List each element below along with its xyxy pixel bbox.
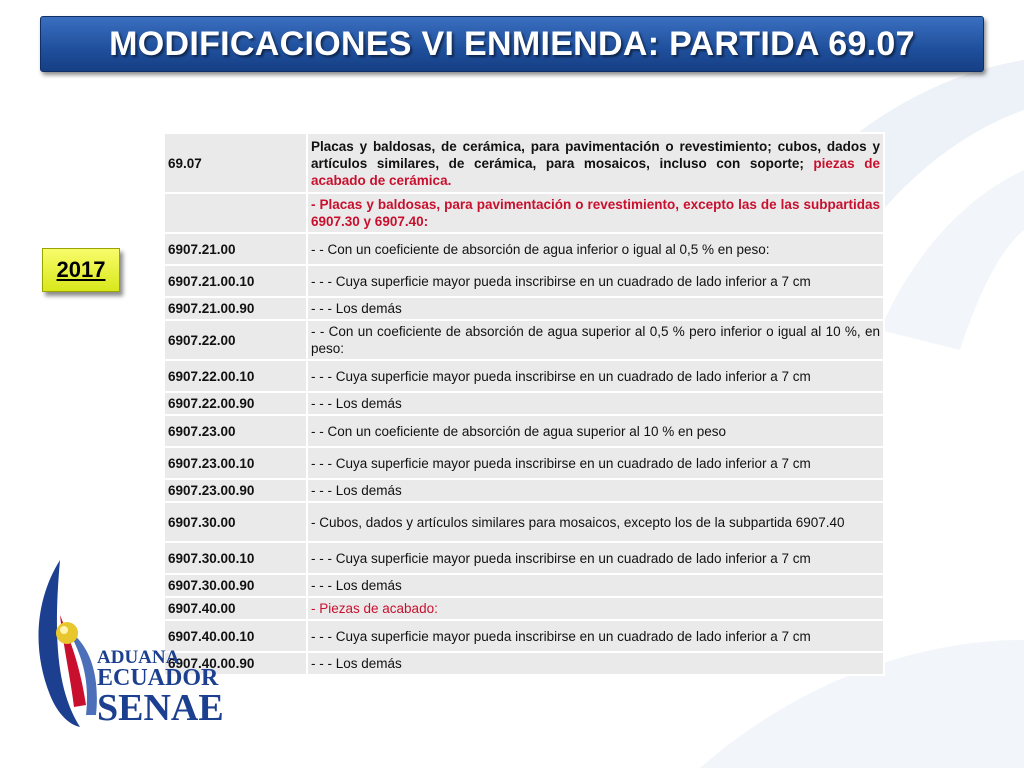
- tariff-code-cell: [164, 502, 307, 542]
- tariff-description-cell: [307, 542, 884, 574]
- tariff-code-cell: [164, 297, 307, 320]
- tariff-code: 6907.22.00: [168, 332, 236, 348]
- table-row: [164, 133, 884, 193]
- title-banner: [40, 16, 984, 72]
- tariff-code-cell: [164, 133, 307, 193]
- logo-line-aduana: ADUANA: [97, 647, 180, 668]
- modified-text: - Piezas de acabado:: [311, 601, 438, 616]
- tariff-code-cell: [164, 265, 307, 297]
- tariff-code: 6907.23.00.10: [168, 455, 255, 471]
- description-text: - - - Cuya superficie mayor pueda inscribirse en un cuadrado de lado inferior a 7 cm: [311, 368, 811, 384]
- table-row: [164, 265, 884, 297]
- year-badge: [42, 248, 120, 292]
- table-row: [164, 502, 884, 542]
- table-row: [164, 193, 884, 233]
- tariff-code: 6907.23.00.90: [168, 483, 255, 498]
- table-row: [164, 447, 884, 479]
- tariff-code-cell: [164, 447, 307, 479]
- tariff-description-cell: [307, 233, 884, 265]
- table-row: [164, 597, 884, 620]
- tariff-code-cell: [164, 415, 307, 447]
- tariff-description-cell: [307, 392, 884, 415]
- description-text: - - Con un coeficiente de absorción de agua superior al 0,5 % pero inferior o igual al 10 %, en peso:: [311, 324, 880, 356]
- modified-text: piezas de acabado de cerámica.: [311, 155, 880, 188]
- tariff-description-cell: [307, 297, 884, 320]
- description-text: - - - Los demás: [311, 396, 402, 411]
- logo-line-senae: SENAE: [97, 687, 224, 729]
- logo-line-ecuador: ECUADOR: [97, 665, 219, 691]
- description-text: - - - Cuya superficie mayor pueda inscribirse en un cuadrado de lado inferior a 7 cm: [311, 628, 811, 644]
- description-text: - - Con un coeficiente de absorción de agua superior al 10 % en peso: [311, 423, 727, 439]
- page-title: MODIFICACIONES VI ENMIENDA: PARTIDA 69.07: [109, 24, 915, 63]
- tariff-description-cell: [307, 415, 884, 447]
- tariff-description-cell: [307, 320, 884, 360]
- tariff-code: 6907.30.00.10: [168, 550, 255, 566]
- tariff-description-cell: [307, 574, 884, 597]
- description-text: - - - Los demás: [311, 301, 402, 316]
- tariff-code: 6907.22.00.10: [168, 368, 255, 384]
- tariff-code-cell: [164, 193, 307, 233]
- description-text: - - - Cuya superficie mayor pueda inscribirse en un cuadrado de lado inferior a 7 cm: [311, 550, 811, 566]
- tariff-code: 6907.30.00.90: [168, 578, 255, 593]
- tariff-description-cell: [307, 265, 884, 297]
- tariff-table: [163, 132, 885, 676]
- table-row: [164, 652, 884, 675]
- table-row: [164, 620, 884, 652]
- description-text: Placas y baldosas, de cerámica, para pavimentación o revestimiento; cubos, dados y artículos similares, de cerámica, para mosaicos, incluso con soporte;: [311, 138, 880, 171]
- table-row: [164, 392, 884, 415]
- tariff-code-cell: [164, 360, 307, 392]
- tariff-code: 6907.40.00: [168, 601, 236, 616]
- tariff-description-cell: [307, 193, 884, 233]
- tariff-code-cell: [164, 479, 307, 502]
- description-text: - - - Los demás: [311, 578, 402, 593]
- tariff-code: 6907.21.00.90: [168, 301, 255, 316]
- description-text: - - Con un coeficiente de absorción de agua inferior o igual al 0,5 % en peso:: [311, 241, 770, 257]
- tariff-description-cell: [307, 652, 884, 675]
- description-text: - - - Cuya superficie mayor pueda inscribirse en un cuadrado de lado inferior a 7 cm: [311, 455, 811, 471]
- tariff-code-cell: [164, 233, 307, 265]
- description-text: - Cubos, dados y artículos similares para mosaicos, excepto los de la subpartida 6907.40: [311, 514, 845, 530]
- tariff-description-cell: [307, 597, 884, 620]
- tariff-code: 69.07: [168, 155, 202, 171]
- tariff-description-cell: [307, 502, 884, 542]
- tariff-description-cell: [307, 479, 884, 502]
- table-row: [164, 297, 884, 320]
- description-text: - - - Cuya superficie mayor pueda inscribirse en un cuadrado de lado inferior a 7 cm: [311, 273, 811, 289]
- tariff-code: 6907.22.00.90: [168, 396, 255, 411]
- table-row: [164, 233, 884, 265]
- tariff-code: 6907.40.00.10: [168, 628, 255, 644]
- tariff-code: 6907.23.00: [168, 423, 236, 439]
- tariff-code-cell: [164, 320, 307, 360]
- table-row: [164, 415, 884, 447]
- modified-text: - Placas y baldosas, para pavimentación o revestimiento, excepto las de las subpartidas 6907.30 y 6907.40:: [311, 197, 880, 229]
- table-row: [164, 479, 884, 502]
- tariff-code: 6907.21.00: [168, 241, 236, 257]
- tariff-code: 6907.40.00.90: [168, 656, 255, 671]
- tariff-code-cell: [164, 392, 307, 415]
- tariff-code: 6907.30.00: [168, 514, 236, 530]
- tariff-description-cell: [307, 620, 884, 652]
- tariff-description-cell: [307, 447, 884, 479]
- tariff-code: 6907.21.00.10: [168, 273, 255, 289]
- description-text: - - - Los demás: [311, 483, 402, 498]
- table-row: [164, 542, 884, 574]
- table-row: [164, 360, 884, 392]
- table-row: [164, 574, 884, 597]
- description-text: - - - Los demás: [311, 656, 402, 671]
- year-label: 2017: [56, 257, 106, 282]
- tariff-description-cell: [307, 360, 884, 392]
- table-row: [164, 320, 884, 360]
- tariff-description-cell: [307, 133, 884, 193]
